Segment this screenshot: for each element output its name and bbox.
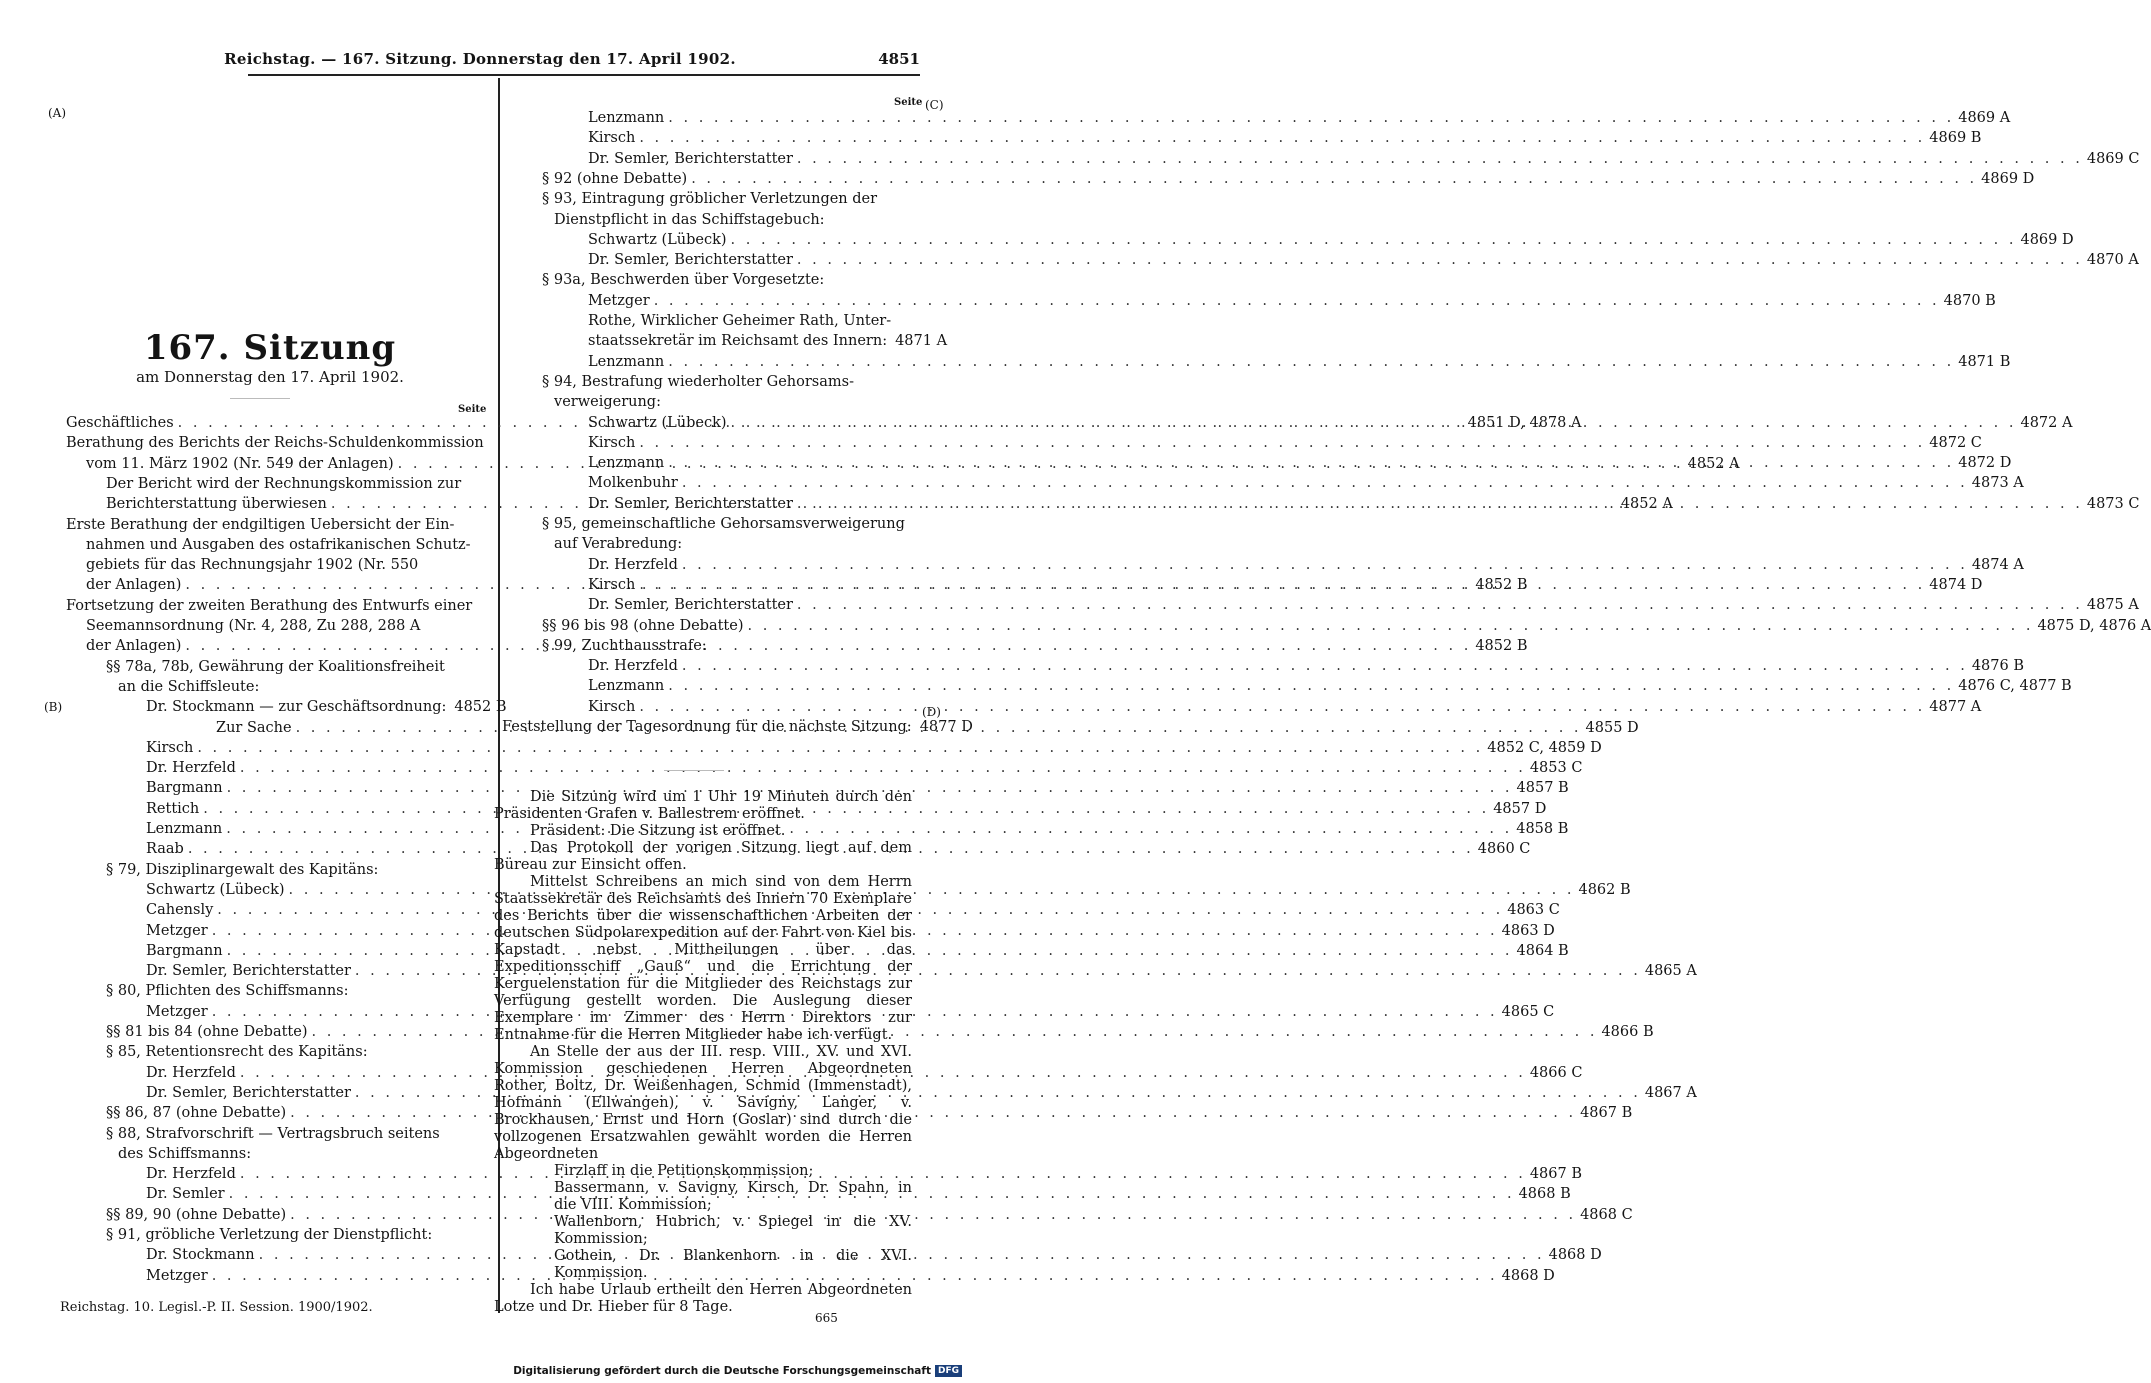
toc-entry-text: Schwartz (Lübeck) xyxy=(588,414,727,431)
toc-entry xyxy=(146,900,1560,920)
toc-entry-page: 4868 B xyxy=(1518,1186,1571,1203)
toc-entry-page: 4873 C xyxy=(2086,495,2140,512)
leader-dots xyxy=(682,555,1968,575)
toc-entry-text: Dr. Herzfeld xyxy=(146,1166,236,1183)
proceedings-text xyxy=(494,789,912,1316)
toc-entry-text: der Anlagen) xyxy=(86,638,182,655)
toc-entry-text: Schwartz (Lübeck) xyxy=(588,231,727,248)
toc-entry-text: Feststellung der Tagesordnung für die nächste Sitzung: xyxy=(502,719,912,735)
toc-entry xyxy=(146,778,1569,798)
toc-entry-text: Berathung des Berichts der Reichs-Schuldenkommission xyxy=(66,435,484,452)
toc-entry xyxy=(106,1205,1633,1225)
toc-entry-page: 4852 B xyxy=(454,699,507,716)
toc-entry-page: 4851 D, 4878 A xyxy=(1467,415,1582,431)
toc-entry xyxy=(66,515,482,535)
toc-entry-page: 4872 C xyxy=(1929,434,1982,451)
toc-entry-page: 4852 A xyxy=(1687,455,1740,472)
leader-dots xyxy=(797,250,2083,270)
toc-entry xyxy=(146,880,1631,900)
footer-session-info: Reichstag. 10. Legisl.-P. II. Session. 1900/1902. xyxy=(60,1300,373,1315)
toc-entry-text: Dr. Semler, Berichterstatter xyxy=(588,495,793,512)
toc-entry xyxy=(542,169,2035,189)
toc-entry-page: 4876 C, 4877 B xyxy=(1958,678,2072,695)
toc-entry-text: Raab xyxy=(146,841,184,858)
toc-entry xyxy=(118,677,482,697)
title-separator xyxy=(230,398,290,399)
toc-entry xyxy=(588,291,1996,311)
toc-entry-page: 4865 C xyxy=(1501,1003,1555,1020)
toc-entry-page: 4857 D xyxy=(1493,800,1547,817)
toc-end-separator xyxy=(664,770,724,771)
toc-entry-text: Der Bericht wird der Rechnungskommission zur xyxy=(106,475,462,492)
toc-entry-page: 4869 D xyxy=(2020,231,2074,248)
leader-dots xyxy=(682,473,1968,493)
toc-entry-text: Dr. Stockmann — zur Geschäftsordnung: xyxy=(146,699,447,716)
toc-entry xyxy=(66,433,482,453)
session-subtitle: am Donnerstag den 17. April 1902. xyxy=(136,368,404,386)
toc-entry xyxy=(106,1042,482,1062)
toc-entry-text: Berichterstattung überwiesen xyxy=(106,496,327,513)
toc-entry-page: 4868 C xyxy=(1580,1206,1633,1223)
toc-entry-text: staatssekretär im Reichsamt des Innern: xyxy=(588,333,888,350)
election-item: Gothein, Dr. Blankenhorn in die XVI. Kommission. xyxy=(554,1248,912,1281)
toc-entry-page: 4866 B xyxy=(1601,1024,1654,1040)
toc-entry-text: Lenzmann xyxy=(588,353,665,370)
toc-entry-page: 4852 C, 4859 D xyxy=(1487,739,1602,756)
toc-entry-page: 4864 B xyxy=(1516,942,1569,959)
toc-entry-text: des Schiffsmanns: xyxy=(118,1145,252,1162)
leader-dots xyxy=(654,291,1940,311)
toc-entry xyxy=(86,555,482,575)
toc-entry-page: 4852 B xyxy=(1475,638,1528,655)
toc-entry xyxy=(542,514,918,534)
digitization-credit xyxy=(513,1365,962,1377)
toc-entry-page: 4867 B xyxy=(1580,1105,1633,1122)
margin-marker-c: (C) xyxy=(925,98,944,112)
leader-dots xyxy=(668,453,1954,473)
announcement-paragraph: Mittelst Schreibens an mich sind von dem Herrn Staatssekretär des Reichsamts des Innern 70 Exemplare des Berichts über die wissenschaftlichen Arbeiten der deutschen Südpolarexpedition auf der Fahrt von Kiel bis Kapstadt nebst Mittheilungen über das Expeditionsschiff „Gauß“ und die Errichtung der Kerguelenstation für die Mitglieder des Reichstags zur Verfügung gestellt worden. Die Auslegung dieser Exemplare im Zimmer des Herrn Direktors zur Entnahme für die Herren Mitglieder habe ich verfügt. xyxy=(494,874,912,1043)
toc-entry-page: 4870 B xyxy=(1943,292,1996,309)
toc-entry xyxy=(542,616,2151,636)
toc-entry-page: 4868 D xyxy=(1548,1247,1602,1264)
toc-entry xyxy=(542,636,918,656)
toc-entry-page: 4867 B xyxy=(1529,1166,1582,1183)
toc-entry xyxy=(106,860,482,880)
toc-entry-text: Dr. Herzfeld xyxy=(146,760,236,777)
toc-entry-page: 4877 D xyxy=(919,719,973,735)
toc-entry-text: Molkenbuhr xyxy=(588,475,678,492)
toc-entry-text: Rettich xyxy=(146,800,200,817)
toc-entry-page: 4863 D xyxy=(1501,922,1555,939)
toc-entry-text: Cahensly xyxy=(146,902,214,919)
leader-dots xyxy=(731,413,2017,433)
toc-entry xyxy=(146,697,507,717)
toc-entry xyxy=(146,1266,1555,1286)
leader-dots xyxy=(668,352,1954,372)
toc-entry xyxy=(554,210,918,230)
leader-dots xyxy=(668,108,1954,128)
toc-entry-page: 4852 B xyxy=(1475,577,1528,594)
toc-entry-page: 4862 B xyxy=(1578,881,1631,898)
running-header xyxy=(40,48,920,72)
toc-entry xyxy=(66,596,482,616)
margin-marker-d: (D) xyxy=(922,705,941,719)
toc-entry-text: Metzger xyxy=(146,922,208,939)
toc-entry-text: §§ 96 bis 98 (ohne Debatte) xyxy=(542,617,744,634)
toc-entry-text: Dr. Herzfeld xyxy=(588,658,678,675)
toc-entry xyxy=(106,1022,1654,1042)
toc-entry-page: 4868 D xyxy=(1501,1267,1555,1284)
toc-entry xyxy=(588,250,2139,270)
toc-entry-text: § 85, Retentionsrecht des Kapitäns: xyxy=(106,1044,368,1061)
election-item: Firzlaff in die Petitionskommission; xyxy=(554,1163,814,1179)
leader-dots xyxy=(639,433,1925,453)
toc-entry-page: 4875 A xyxy=(2086,597,2139,614)
toc-entry-text: an die Schiffsleute: xyxy=(118,678,260,695)
toc-entry xyxy=(588,676,2072,696)
toc-entry-text: Kirsch xyxy=(588,698,636,715)
header-page-number: 4851 xyxy=(878,50,920,68)
toc-entry-page: 4853 C xyxy=(1529,760,1583,777)
toc-entry-text: Dr. Herzfeld xyxy=(146,1064,236,1081)
toc-entry-text: Rothe, Wirklicher Geheimer Rath, Unter- xyxy=(588,313,892,329)
toc-entry-page: 4871 A xyxy=(895,333,948,350)
toc-entry-text: § 91, gröbliche Verletzung der Dienstpflicht: xyxy=(106,1227,433,1243)
toc-entry-page: 4860 C xyxy=(1477,841,1531,858)
toc-entry-text: nahmen und Ausgaben des ostafrikanischen Schutz- xyxy=(86,536,471,553)
leader-dots xyxy=(668,676,1954,696)
opening-paragraph: Die Sitzung wird um 1 Uhr 19 Minuten durch den Präsidenten Grafen v. Ballestrem eröffnet. xyxy=(494,789,912,822)
toc-entry-text: § 79, Disziplinargewalt des Kapitäns: xyxy=(106,861,379,878)
toc-entry xyxy=(588,473,2024,493)
toc-entry-text: Dr. Semler, Berichterstatter xyxy=(588,150,793,167)
toc-entry-page: 4872 D xyxy=(1958,455,2012,472)
toc-entry-page: 4873 A xyxy=(1971,475,2024,492)
election-item: Bassermann, v. Savigny, Kirsch, Dr. Spahn, in die VIII. Kommission; xyxy=(554,1180,912,1213)
leader-dots xyxy=(240,758,1526,778)
toc-entry xyxy=(106,1103,1633,1123)
toc-entry-text: Kirsch xyxy=(588,434,636,451)
toc-entry-text: der Anlagen) xyxy=(86,577,182,594)
toc-entry xyxy=(588,352,2011,372)
toc-entry-text: Kirsch xyxy=(588,130,636,147)
leader-dots xyxy=(197,738,1483,758)
toc-entry-page: 4858 B xyxy=(1516,821,1569,837)
toc-entry-page: 4855 D xyxy=(1585,719,1639,736)
toc-entry-text: Schwartz (Lübeck) xyxy=(146,881,285,898)
toc-entry-text: Metzger xyxy=(588,292,650,309)
toc-entry-page: 4874 A xyxy=(1971,556,2024,573)
toc-entry-page: 4863 C xyxy=(1507,902,1560,919)
election-item: Wallenborn, Hubrich, v. Spiegel in die XV. Kommission; xyxy=(554,1214,912,1247)
toc-entry-text: Dr. Semler, Berichterstatter xyxy=(588,252,793,269)
toc-entry-text: Geschäftliches xyxy=(66,415,174,431)
toc-entry-text: Lenzmann xyxy=(588,110,665,126)
toc-entry-text: auf Verabredung: xyxy=(554,536,683,553)
toc-entry-text: § 92 (ohne Debatte) xyxy=(542,170,688,187)
toc-entry-text: vom 11. März 1902 (Nr. 549 der Anlagen) xyxy=(86,455,394,472)
toc-entry xyxy=(146,1002,1555,1022)
toc-entry-text: § 93a, Beschwerden über Vorgesetzte: xyxy=(542,272,825,289)
toc-entry-text: Fortsetzung der zweiten Berathung des Entwurfs einer xyxy=(66,597,473,614)
toc-entry-page: 4877 A xyxy=(1929,698,1982,715)
toc-entry-text: § 95, gemeinschaftliche Gehorsamsverweigerung xyxy=(542,516,905,532)
protocol-paragraph: Das Protokoll der vorigen Sitzung liegt auf dem Büreau zur Einsicht offen. xyxy=(494,840,912,873)
toc-entry xyxy=(588,595,2139,615)
toc-entry-page: 4875 D, 4876 A xyxy=(2037,617,2151,634)
toc-entry-text: Bargmann xyxy=(146,780,223,797)
toc-entry-page: 4870 A xyxy=(2086,252,2139,269)
toc-entry-text: § 80, Pflichten des Schiffsmanns: xyxy=(106,983,349,1000)
toc-entry-page: 4871 B xyxy=(1958,353,2011,370)
toc-entry-text: § 88, Strafvorschrift — Vertragsbruch seitens xyxy=(106,1125,440,1142)
toc-entry xyxy=(588,108,2011,128)
toc-entry-text: Metzger xyxy=(146,1267,208,1284)
leader-dots xyxy=(797,149,2083,169)
toc-entry xyxy=(542,372,918,392)
toc-entry-page: 4876 B xyxy=(1971,658,2024,675)
leave-paragraph: Ich habe Urlaub ertheilt den Herren Abgeordneten Lotze und Dr. Hieber für 8 Tage. xyxy=(494,1282,912,1315)
toc-entry-page: 4874 D xyxy=(1929,576,1983,593)
leader-dots xyxy=(639,697,1925,717)
toc-entry xyxy=(118,1144,482,1164)
toc-entry xyxy=(588,697,1982,717)
toc-entry xyxy=(86,616,482,636)
toc-entry-text: Dr. Semler xyxy=(146,1186,225,1203)
toc-entry xyxy=(86,535,482,555)
toc-entry-text: §§ 78a, 78b, Gewährung der Koalitionsfreiheit xyxy=(106,658,445,675)
leader-dots xyxy=(289,880,1575,900)
leader-dots xyxy=(639,128,1925,148)
toc-entry-text: Dienstpflicht in das Schiffstagebuch: xyxy=(554,211,825,228)
seite-label-left: Seite xyxy=(458,404,487,415)
toc-entry xyxy=(146,961,1697,981)
toc-entry xyxy=(146,1083,1697,1103)
toc-entry-text: Lenzmann xyxy=(146,821,223,837)
toc-entry xyxy=(542,189,918,209)
toc-entry-text: Erste Berathung der endgiltigen Uebersicht der Ein- xyxy=(66,516,455,533)
president-paragraph: Präsident: Die Sitzung ist eröffnet. xyxy=(530,823,786,839)
toc-entry xyxy=(588,128,1982,148)
elections-paragraph: An Stelle der aus der III. resp. VIII., XV. und XVI. Kommission geschiedenen Herren Abgeordneten Rother, Boltz, Dr. Weißenhagen, Schmid (Immenstadt), Hofmann (Ellwangen), v. Savigny, Langer, v. Brockhausen, Ernst und Horn (Goslar) sind durch die vollzogenen Ersatzwahlen gewählt worden die Herren Abgeordneten xyxy=(494,1044,912,1162)
toc-entry-page: 4865 A xyxy=(1644,963,1697,980)
toc-entry-page: 4869 B xyxy=(1929,130,1982,147)
leader-dots xyxy=(290,1103,1576,1123)
credit-text: Digitalisierung gefördert durch die Deutsche Forschungsgemeinschaft xyxy=(513,1365,931,1377)
toc-entry xyxy=(588,331,948,351)
toc-entry-text: Metzger xyxy=(146,1003,208,1020)
leader-dots xyxy=(797,494,2083,514)
toc-entry xyxy=(588,555,2024,575)
toc-entry xyxy=(588,656,2024,676)
toc-entry-text: Zur Sache xyxy=(216,719,292,736)
toc-entry xyxy=(588,230,2074,250)
toc-entry xyxy=(106,1124,482,1144)
toc-entry-page: 4857 B xyxy=(1516,780,1569,797)
toc-entry-text: Lenzmann xyxy=(588,678,665,695)
toc-entry-page: 4872 A xyxy=(2020,414,2073,431)
toc-entry-text: Dr. Herzfeld xyxy=(588,556,678,573)
toc-entry xyxy=(146,758,1583,778)
toc-entry-text: Dr. Semler, Berichterstatter xyxy=(588,597,793,614)
leader-dots xyxy=(747,616,2033,636)
toc-entry xyxy=(106,474,482,494)
toc-entry xyxy=(542,270,918,290)
toc-entry-text: §§ 81 bis 84 (ohne Debatte) xyxy=(106,1024,308,1040)
toc-entry-text: § 99, Zuchthausstrafe: xyxy=(542,637,707,654)
toc-entry-text: gebiets für das Rechnungsjahr 1902 (Nr. 550 xyxy=(86,557,419,574)
toc-entry-page: 4869 C xyxy=(2086,150,2140,167)
toc-entry-text: verweigerung: xyxy=(554,394,661,411)
toc-entry xyxy=(588,149,2140,169)
leader-dots xyxy=(731,230,2017,250)
toc-entry xyxy=(554,392,918,412)
leader-dots xyxy=(639,575,1925,595)
toc-entry-text: Dr. Semler, Berichterstatter xyxy=(146,963,351,980)
leader-dots xyxy=(691,169,1977,189)
toc-entry-page: 4867 A xyxy=(1644,1084,1697,1101)
toc-entry-page: 4852 A xyxy=(1620,496,1673,513)
leader-dots xyxy=(682,656,1968,676)
toc-entry-page: 4869 D xyxy=(1981,170,2035,187)
margin-marker-a: (A) xyxy=(48,106,67,120)
toc-entry xyxy=(106,1225,482,1245)
toc-entry-text: §§ 86, 87 (ohne Debatte) xyxy=(106,1105,287,1122)
toc-entry-page: 4866 C xyxy=(1529,1064,1583,1081)
toc-entry xyxy=(588,433,1982,453)
toc-entry-text: Bargmann xyxy=(146,942,223,959)
toc-entry-text: Kirsch xyxy=(146,739,194,756)
toc-entry xyxy=(146,921,1555,941)
toc-entry-text: § 93, Eintragung gröblicher Verletzungen der xyxy=(542,191,878,208)
toc-entry-page: 4869 A xyxy=(1958,110,2011,126)
toc-entry xyxy=(502,717,973,737)
toc-entry-text: Dr. Stockmann xyxy=(146,1247,255,1264)
header-rule xyxy=(248,74,920,76)
leader-dots xyxy=(797,595,2083,615)
seite-label-right: Seite xyxy=(894,97,923,108)
toc-entry-text: Lenzmann xyxy=(588,455,665,472)
margin-marker-b: (B) xyxy=(44,700,63,714)
toc-entry xyxy=(106,981,482,1001)
toc-entry-text: Seemannsordnung (Nr. 4, 288, Zu 288, 288 A xyxy=(86,618,421,634)
toc-entry-text: §§ 89, 90 (ohne Debatte) xyxy=(106,1206,287,1223)
toc-entry-text: § 94, Bestrafung wiederholter Gehorsams- xyxy=(542,373,854,390)
header-title: Reichstag. — 167. Sitzung. Donnerstag den 17. April 1902. xyxy=(224,50,736,68)
toc-entry-text: Dr. Semler, Berichterstatter xyxy=(146,1084,351,1101)
leader-dots xyxy=(290,1205,1576,1225)
toc-entry xyxy=(146,941,1569,961)
toc-entry xyxy=(106,657,482,677)
toc-entry xyxy=(146,1063,1583,1083)
toc-entry xyxy=(146,738,1602,758)
session-title: 167. Sitzung xyxy=(143,328,397,368)
footer-sheet-number: 665 xyxy=(815,1311,838,1325)
dfg-logo: DFG xyxy=(935,1365,962,1377)
toc-entry xyxy=(554,534,918,554)
toc-entry xyxy=(588,311,918,331)
toc-entry-text: Kirsch xyxy=(588,576,636,593)
